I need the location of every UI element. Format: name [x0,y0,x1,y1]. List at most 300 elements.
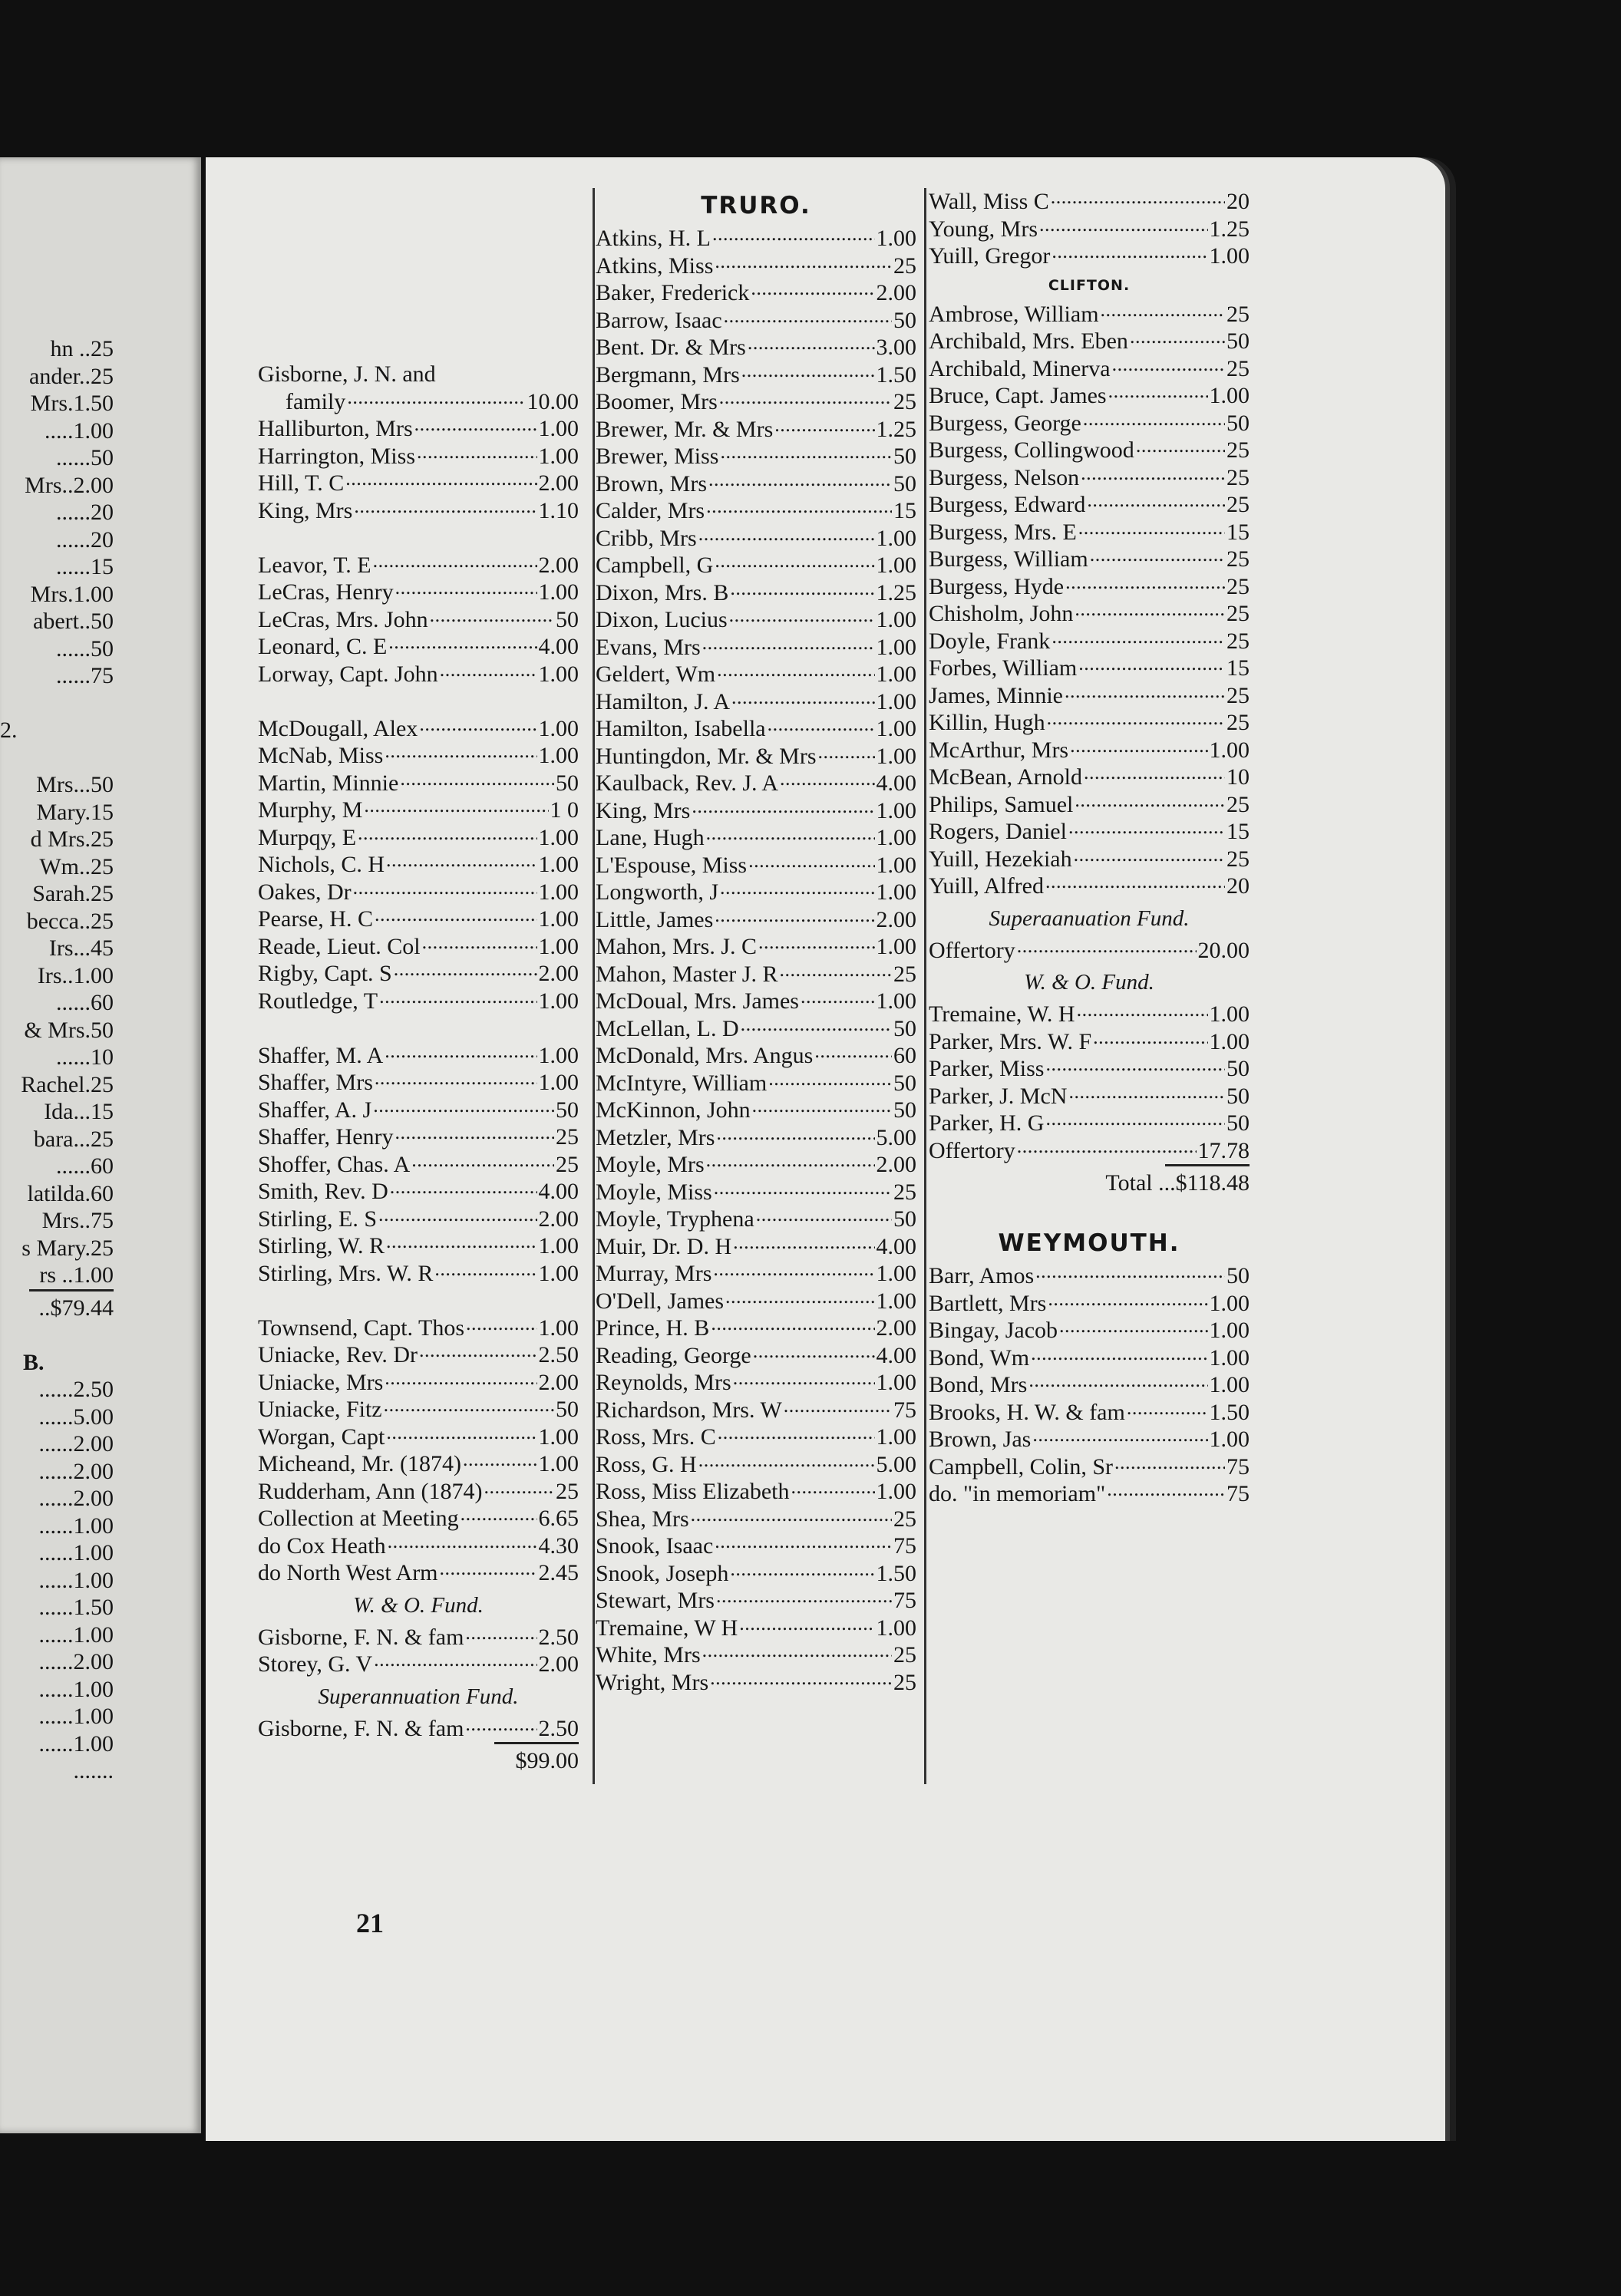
leader-dots [784,1397,892,1424]
leader-dots [791,1478,875,1506]
fragment-text: hn ..25 [50,336,114,361]
leader-dots [375,906,537,933]
leader-dots [818,743,875,770]
donor-name: McBean, Arnold [929,764,1082,790]
leader-dots [358,824,536,852]
list-item [596,852,916,879]
donor-name: Micheand, Mr. (1874) [258,1451,461,1476]
donor-name: Oakes, Dr [258,879,352,905]
list-item [596,579,916,607]
leader-dots [708,470,892,498]
donation-amount: 10.00 [527,388,579,414]
list-item [258,1624,579,1651]
list-item [596,1124,916,1152]
donor-name: Bergmann, Mrs [596,361,740,388]
list-item [929,1137,1250,1165]
donor-name: Gisborne, J. N. and [258,361,436,387]
fragment-line [0,526,114,554]
list-item [929,328,1250,355]
leader-dots [733,1233,874,1261]
donor-name: McDonald, Mrs. Angus [596,1043,814,1068]
column-divider-1 [593,188,595,1784]
fragment-text: Mrs..2.00 [25,472,114,498]
donor-name: Richardson, Mrs. W [596,1397,782,1423]
leader-dots [395,1123,554,1151]
donor-name: Brooks, H. W. & fam [929,1399,1125,1425]
leader-dots [698,1451,875,1479]
facing-page-column [0,335,114,1785]
donation-amount: 25 [1226,573,1250,599]
leader-dots [379,988,536,1015]
list-item [596,279,916,307]
donor-name: Burgess, George [929,410,1081,436]
donation-amount: 50 [556,1097,579,1123]
donor-name: Archibald, Minerva [929,355,1111,381]
donor-name: Chisholm, John [929,601,1074,626]
leader-dots [713,1260,874,1288]
leader-dots [720,443,892,470]
leader-dots [1108,382,1208,410]
donor-name: McIntyre, William [596,1070,768,1096]
leader-dots [466,1315,536,1342]
donor-name: Shea, Mrs [596,1506,689,1532]
donation-amount: 1.00 [538,988,579,1014]
list-item [258,1260,579,1288]
donation-amount: 25 [893,961,916,987]
donor-name: Wright, Mrs [596,1669,709,1695]
leader-dots [731,688,874,716]
donation-amount: 25 [1226,492,1250,517]
column-2-truro [596,186,916,1696]
leader-dots [1045,1055,1225,1083]
spacer [258,524,579,552]
list-item [929,600,1250,628]
leader-dots [484,1478,554,1506]
donor-name: Shaffer, Mrs [258,1070,373,1095]
donation-amount: 1.25 [876,579,916,605]
leader-dots [1077,1001,1208,1028]
donation-amount: 1.00 [876,1261,916,1286]
total-rule [1165,1164,1250,1169]
fragment-line [0,1567,114,1595]
donation-amount: 15 [1226,519,1250,545]
donation-amount: 50 [556,1397,579,1422]
donation-amount: 1.00 [876,1288,916,1314]
list-item [596,307,916,335]
list-item [929,1371,1250,1399]
leader-dots [1031,1344,1207,1372]
list-item [258,988,579,1015]
spacer [0,744,114,772]
leader-dots [706,1151,875,1179]
donation-amount: 4.00 [538,634,579,659]
donation-amount: 15 [1226,655,1250,681]
leader-dots [710,1669,892,1697]
donor-name: Nichols, C. H [258,852,385,877]
leader-dots [698,525,875,553]
donor-name: Murphy, M [258,797,363,823]
leader-dots [385,1042,536,1070]
leader-dots [395,579,537,606]
list-item [596,1206,916,1233]
list-item [258,1532,579,1560]
list-item [596,961,916,988]
donor-name: Parker, H. G [929,1110,1045,1136]
donation-amount: 25 [556,1151,579,1177]
donor-name: Atkins, Miss [596,252,714,279]
list-item [596,1397,916,1424]
donor-name: Forbes, William [929,655,1078,681]
donation-amount: 1.25 [1209,216,1250,242]
fragment-text: ......10 [56,1044,114,1070]
leader-dots [414,415,537,443]
fragment-line [0,989,114,1017]
leader-dots [386,1232,536,1260]
leader-dots [715,552,874,579]
donor-name: do. "in memoriam" [929,1481,1106,1506]
donation-amount: 1.00 [1209,1427,1250,1452]
donor-name: Pearse, H. C [258,906,373,932]
fragment-text: latilda.60 [27,1180,114,1206]
list-item [258,443,579,470]
donor-name: Campbell, G [596,553,714,578]
leader-dots [1065,573,1225,601]
donation-amount: 25 [893,1179,916,1205]
donation-amount: 50 [1226,1083,1250,1109]
list-item [596,361,916,389]
list-item [258,1651,579,1678]
fragment-text: & Mrs.50 [24,1017,114,1043]
leader-dots [702,634,875,661]
donation-amount: 1.00 [1209,1001,1250,1027]
donor-name: Storey, G. V [258,1651,373,1677]
donation-amount: 25 [893,389,916,414]
fragment-text: ......50 [56,445,114,470]
donor-name: Archibald, Mrs. Eben [929,328,1128,354]
donor-name: Halliburton, Mrs [258,416,413,441]
fragment-line [0,1098,114,1126]
fragment-line [0,499,114,526]
donor-name: Shaffer, Henry [258,1124,394,1150]
leader-dots [373,1097,554,1124]
donor-name: Muir, Dr. D. H [596,1233,732,1259]
fragment-text: ......2.00 [38,1458,114,1484]
page-number: 21 [356,1908,384,1938]
list-item [929,1083,1250,1110]
fragment-text: ......75 [56,663,114,688]
leader-dots [1075,600,1225,628]
list-item [929,519,1250,546]
list-item [596,388,916,416]
donor-name: Bond, Wm [929,1344,1030,1371]
list-item [929,573,1250,601]
list-item [596,1097,916,1124]
leader-dots [1045,1110,1225,1137]
fragment-line [0,962,114,990]
leader-dots [461,1505,537,1532]
list-item [596,1451,916,1479]
donor-name: Leonard, C. E [258,634,388,659]
list-item [929,355,1250,383]
donation-amount: 1.00 [876,1424,916,1450]
leader-dots [417,443,537,470]
leader-dots [1127,1399,1208,1427]
list-item [596,1423,916,1451]
fragment-text: ......1.00 [38,1513,114,1539]
donation-amount: 1.00 [538,852,579,877]
leader-dots [1065,682,1225,710]
donor-name: Routledge, T [258,988,378,1014]
donation-amount: 2.00 [876,906,916,932]
fragment-line [0,608,114,635]
donation-amount: 50 [893,1070,916,1096]
list-item [258,933,579,961]
fragment-text: Sarah.25 [32,881,114,906]
donor-name: Bruce, Capt. James [929,383,1107,408]
list-item [596,1070,916,1097]
donation-amount: 15 [893,498,916,523]
donation-amount: 1.00 [876,661,916,687]
donation-amount: 1.00 [538,1042,579,1068]
list-item [929,437,1250,464]
donation-amount: 50 [1226,328,1250,354]
leader-dots [1075,791,1225,819]
list-item [258,1715,579,1743]
donation-amount: 25 [1226,355,1250,381]
donation-amount: 75 [893,1397,916,1423]
donation-amount: 1.00 [538,579,579,605]
list-item [596,1288,916,1315]
donor-name: L'Espouse, Miss [596,852,748,878]
fragment-text: rs ..1.00 [39,1262,114,1288]
donation-amount: 25 [893,1506,916,1532]
donation-amount: 2.00 [876,1315,916,1341]
list-item [596,1233,916,1261]
total-rule [29,1289,114,1295]
donor-name: Stirling, Mrs. W. R [258,1260,434,1286]
list-item [929,1344,1250,1372]
leader-dots [364,797,548,824]
fragment-text: Wm..25 [39,853,114,879]
leader-dots [378,1206,536,1233]
donor-name: Collection at Meeting [258,1506,459,1531]
list-item [596,1342,916,1370]
donation-amount: 20 [1226,189,1250,214]
donor-name: Murray, Mrs [596,1261,712,1286]
donation-amount: 2.50 [538,1342,579,1367]
leader-dots [374,1651,536,1678]
list-item [258,1341,579,1369]
donor-name: Reading, George [596,1342,751,1368]
donation-amount: 1.00 [1209,1318,1250,1343]
list-item [596,497,916,525]
donation-amount: 25 [556,1124,579,1150]
leader-dots [1084,764,1225,791]
donor-name: Tremaine, W H [596,1615,738,1641]
list-item [258,552,579,579]
spacer [258,688,579,715]
donation-amount: 1.00 [538,416,579,441]
fragment-text: ......60 [56,1153,114,1179]
donation-amount: 50 [1226,1263,1250,1288]
list-item [258,1232,579,1260]
fragment-text: ......2.00 [38,1649,114,1674]
list-item [596,879,916,906]
fragment-line [0,853,114,881]
leader-dots [768,1070,892,1097]
leader-dots [411,1151,554,1179]
list-item [596,1641,916,1669]
donation-amount: 25 [1226,628,1250,654]
donor-name: Moyle, Tryphena [596,1206,754,1232]
donor-name: Barr, Amos [929,1263,1035,1288]
leader-dots [715,252,892,280]
leader-dots [385,1369,536,1397]
fragment-text: Irs..1.00 [37,962,114,988]
leader-dots [768,715,875,743]
donation-amount: 4.00 [876,770,916,796]
list-item [929,1317,1250,1344]
donor-name: Snook, Isaac [596,1533,714,1559]
donor-name: Rogers, Daniel [929,819,1067,844]
donation-amount: 10 [1226,764,1250,790]
donor-name: Atkins, H. L [596,226,711,251]
donor-name: Ross, Mrs. C [596,1424,716,1450]
leader-dots [1093,1028,1207,1056]
section-heading-superannuation: Superannuation Fund. [318,1684,519,1709]
donation-amount: 75 [1226,1453,1250,1480]
donor-name: Townsend, Capt. Thos [258,1315,465,1341]
leader-dots [801,988,875,1015]
donor-name: McLellan, L. D [596,1015,739,1041]
leader-dots [751,279,874,307]
donor-name: Snook, Joseph [596,1560,729,1586]
donation-amount: 50 [893,444,916,469]
spacer [0,1321,114,1349]
donor-name: family [286,388,346,414]
list-item [258,1505,579,1532]
donation-amount: 1.00 [538,661,579,687]
leader-dots [718,1423,875,1451]
list-item [929,410,1250,437]
list-item [596,1151,916,1179]
donor-name: Little, James [596,906,714,932]
donor-name: Brewer, Mr. & Mrs [596,416,774,442]
donation-amount: 2.50 [538,1624,579,1650]
leader-dots [394,960,537,988]
donation-amount: 1.00 [876,988,916,1014]
donor-name: Longworth, J [596,879,718,905]
fragment-line [0,417,114,445]
list-item [596,1315,916,1342]
list-item [596,1615,916,1642]
fragment-line [0,1262,114,1289]
list-item [929,464,1250,492]
donor-name: Smith, Rev. D [258,1179,388,1204]
leader-dots [400,770,554,797]
leader-dots [422,933,537,961]
leader-dots [375,1069,537,1097]
leader-dots [1081,464,1225,492]
donor-name: Tremaine, W. H [929,1001,1075,1027]
fragment-line [0,1594,114,1621]
donor-name: Yuill, Hezekiah [929,846,1072,872]
fragment-line [0,1703,114,1730]
leader-dots [419,1341,537,1369]
list-item [929,1453,1250,1481]
donation-amount: 2.00 [538,1369,579,1395]
fragment-line [0,935,114,962]
fragment-text: ......20 [56,526,114,553]
donor-name: Mahon, Master J. R [596,961,778,987]
donation-amount: 1.00 [538,824,579,850]
list-item [258,960,579,988]
fragment-line [0,1044,114,1071]
list-item [929,546,1250,573]
fragment-line [0,1207,114,1235]
list-item [596,1587,916,1615]
donor-name: Reynolds, Mrs [596,1370,731,1395]
leader-dots [1087,491,1225,519]
donation-amount: 1.00 [1209,1372,1250,1397]
fragment-line [0,1126,114,1153]
fragment-line [0,1376,114,1404]
list-item [596,634,916,661]
donation-amount: 6.65 [538,1506,579,1531]
list-item [258,606,579,634]
donor-name: Calder, Mrs [596,498,705,523]
fragment-text: Mary.15 [36,799,114,825]
fragment-line [0,880,114,908]
leader-dots [725,1288,874,1315]
donor-name: Uniacke, Fitz [258,1397,382,1422]
leader-dots [1130,328,1225,355]
list-item [929,709,1250,737]
leader-dots [1052,242,1207,270]
list-item [258,1369,579,1397]
section-heading-clifton: CLIFTON. [1048,276,1131,294]
donor-name: Parker, J. McN [929,1083,1068,1109]
donor-name: Hamilton, Isabella [596,716,766,741]
fragment-text: ......1.00 [38,1540,114,1565]
leader-dots [1051,188,1225,216]
list-item [258,1559,579,1587]
donor-name: Baker, Frederick [596,280,750,305]
donation-amount: 2.00 [538,1206,579,1232]
donation-amount: 75 [893,1533,916,1559]
list-item [596,688,916,716]
fragment-line [0,908,114,935]
donation-amount: 2.00 [538,552,579,578]
list-item [596,225,916,252]
donation-amount: 1.00 [876,934,916,959]
donor-name: Hill, T. C [258,470,345,496]
fragment-text: ......2.00 [38,1486,114,1511]
donation-amount: 1.00 [876,825,916,850]
donor-name: Barrow, Isaac [596,307,722,333]
leader-dots [419,715,536,743]
donation-amount: 4.30 [538,1532,579,1559]
list-item [258,851,579,879]
list-item [929,1110,1250,1137]
spacer [258,1287,579,1315]
donation-amount: 2.00 [538,961,579,986]
list-item [258,1396,579,1423]
list-item [929,655,1250,682]
fragment-text: Irs...45 [48,935,114,961]
donor-name: Young, Mrs [929,216,1038,242]
donor-name: Doyle, Frank [929,628,1051,654]
